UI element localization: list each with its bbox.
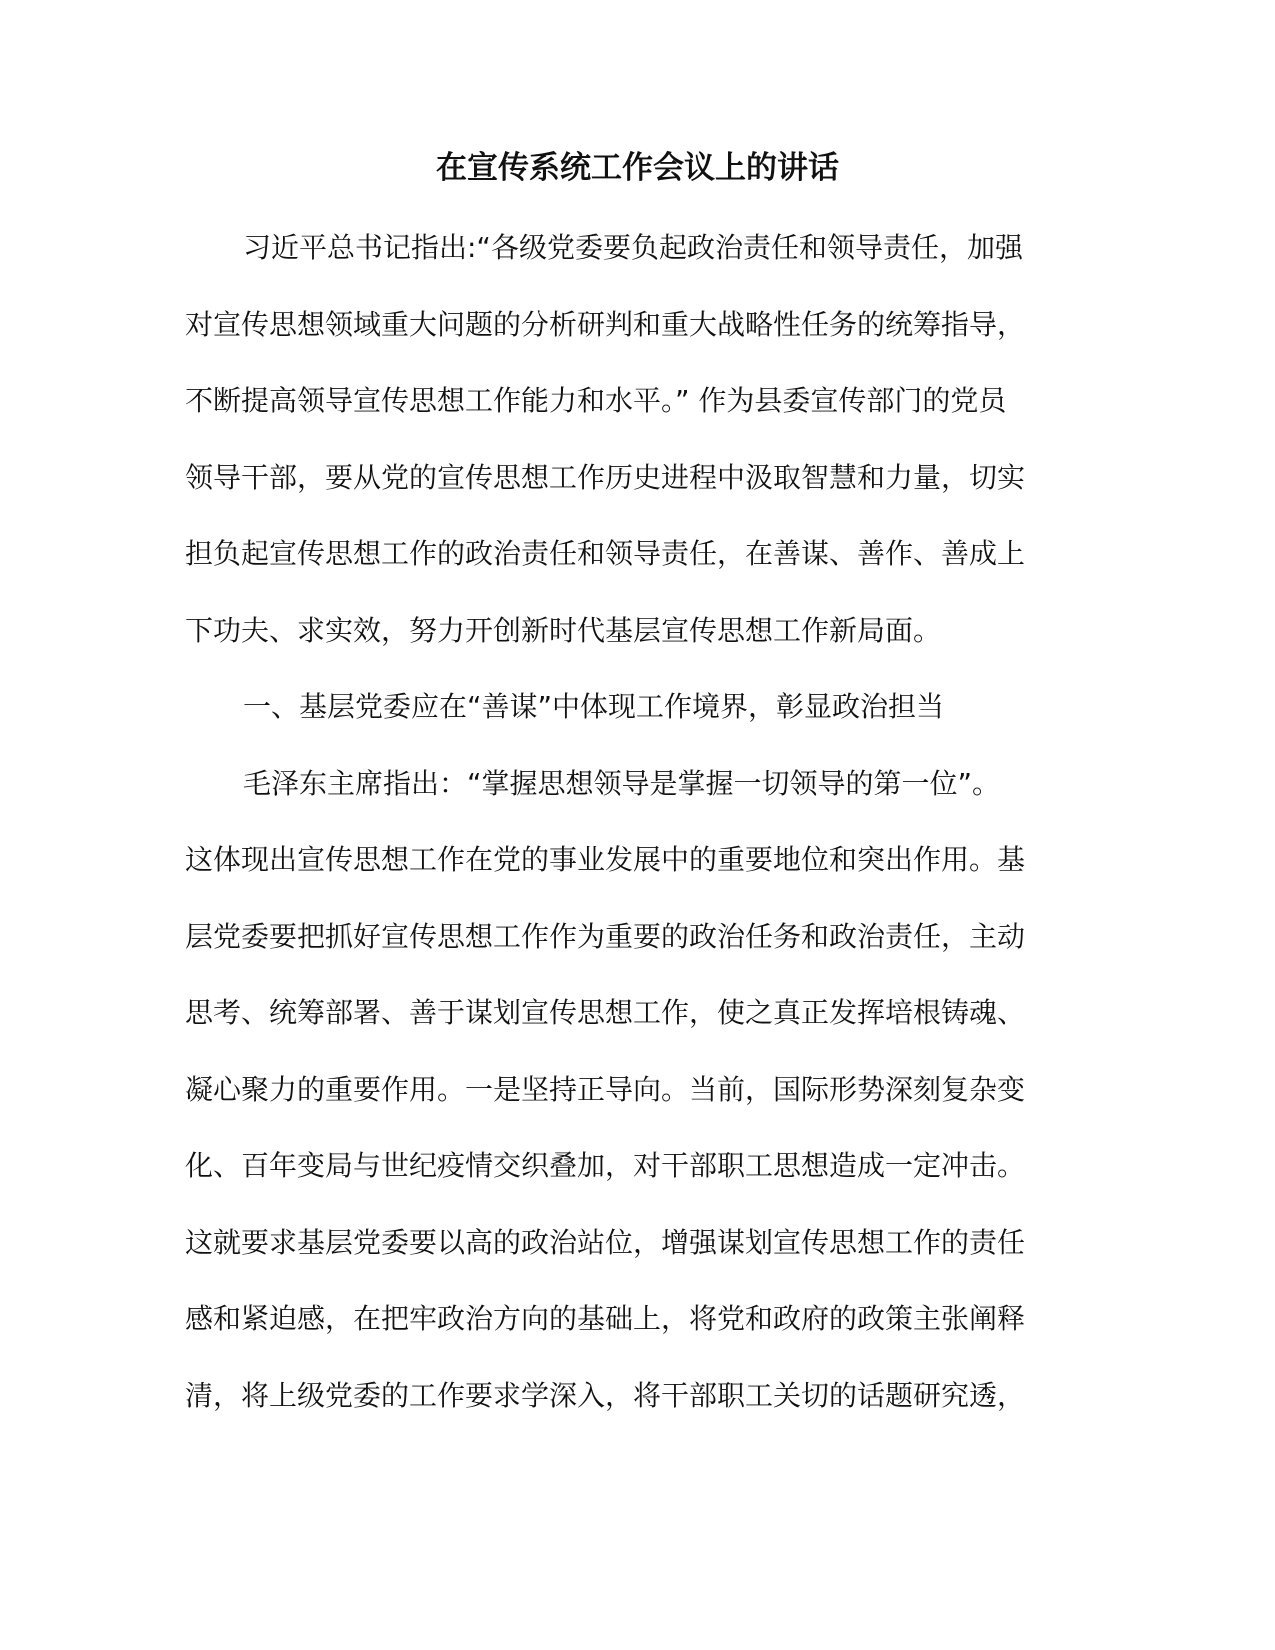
text-line: 这就要求基层党委要以高的政治站位，增强谋划宣传思想工作的责任 [185, 1225, 1026, 1259]
text-line: 层党委要把抓好宣传思想工作作为重要的政治任务和政治责任，主动 [185, 919, 1026, 953]
document-title: 在宣传系统工作会议上的讲话 [436, 150, 839, 186]
text-line: 不断提高领导宣传思想工作能力和水平。” 作为县委宣传部门的党员 [185, 384, 1007, 417]
text-line: 清，将上级党委的工作要求学深入，将干部职工关切的话题研究透， [185, 1378, 1026, 1412]
text-line: 凝心聚力的重要作用。一是坚持正导向。当前，国际形势深刻复杂变 [185, 1072, 1026, 1106]
text-line: 对宣传思想领域重大问题的分析研判和重大战略性任务的统筹指导， [185, 307, 1026, 341]
text-line: 习近平总书记指出:“各级党委要负起政治责任和领导责任，加强 [243, 231, 1023, 264]
text-line: 化、百年变局与世纪疫情交织叠加，对干部职工思想造成一定冲击。 [185, 1149, 1026, 1182]
text-line: 这体现出宣传思想工作在党的事业发展中的重要地位和突出作用。基 [185, 843, 1026, 876]
section-heading: 一、基层党委应在“善谋”中体现工作境界，彰显政治担当 [243, 690, 945, 723]
text-line: 毛泽东主席指出：“掌握思想领导是掌握一切领导的第一位”。 [243, 766, 1001, 800]
text-line: 下功夫、求实效，努力开创新时代基层宣传思想工作新局面。 [185, 613, 942, 647]
document-body [185, 228, 1050, 1452]
text-line: 担负起宣传思想工作的政治责任和领导责任，在善谋、善作、善成上 [185, 537, 1026, 570]
text-line: 思考、统筹部署、善于谋划宣传思想工作，使之真正发挥培根铸魂、 [185, 996, 1026, 1029]
text-line: 领导干部，要从党的宣传思想工作历史进程中汲取智慧和力量，切实 [185, 460, 1026, 494]
text-line: 感和紧迫感，在把牢政治方向的基础上，将党和政府的政策主张阐释 [185, 1302, 1026, 1335]
